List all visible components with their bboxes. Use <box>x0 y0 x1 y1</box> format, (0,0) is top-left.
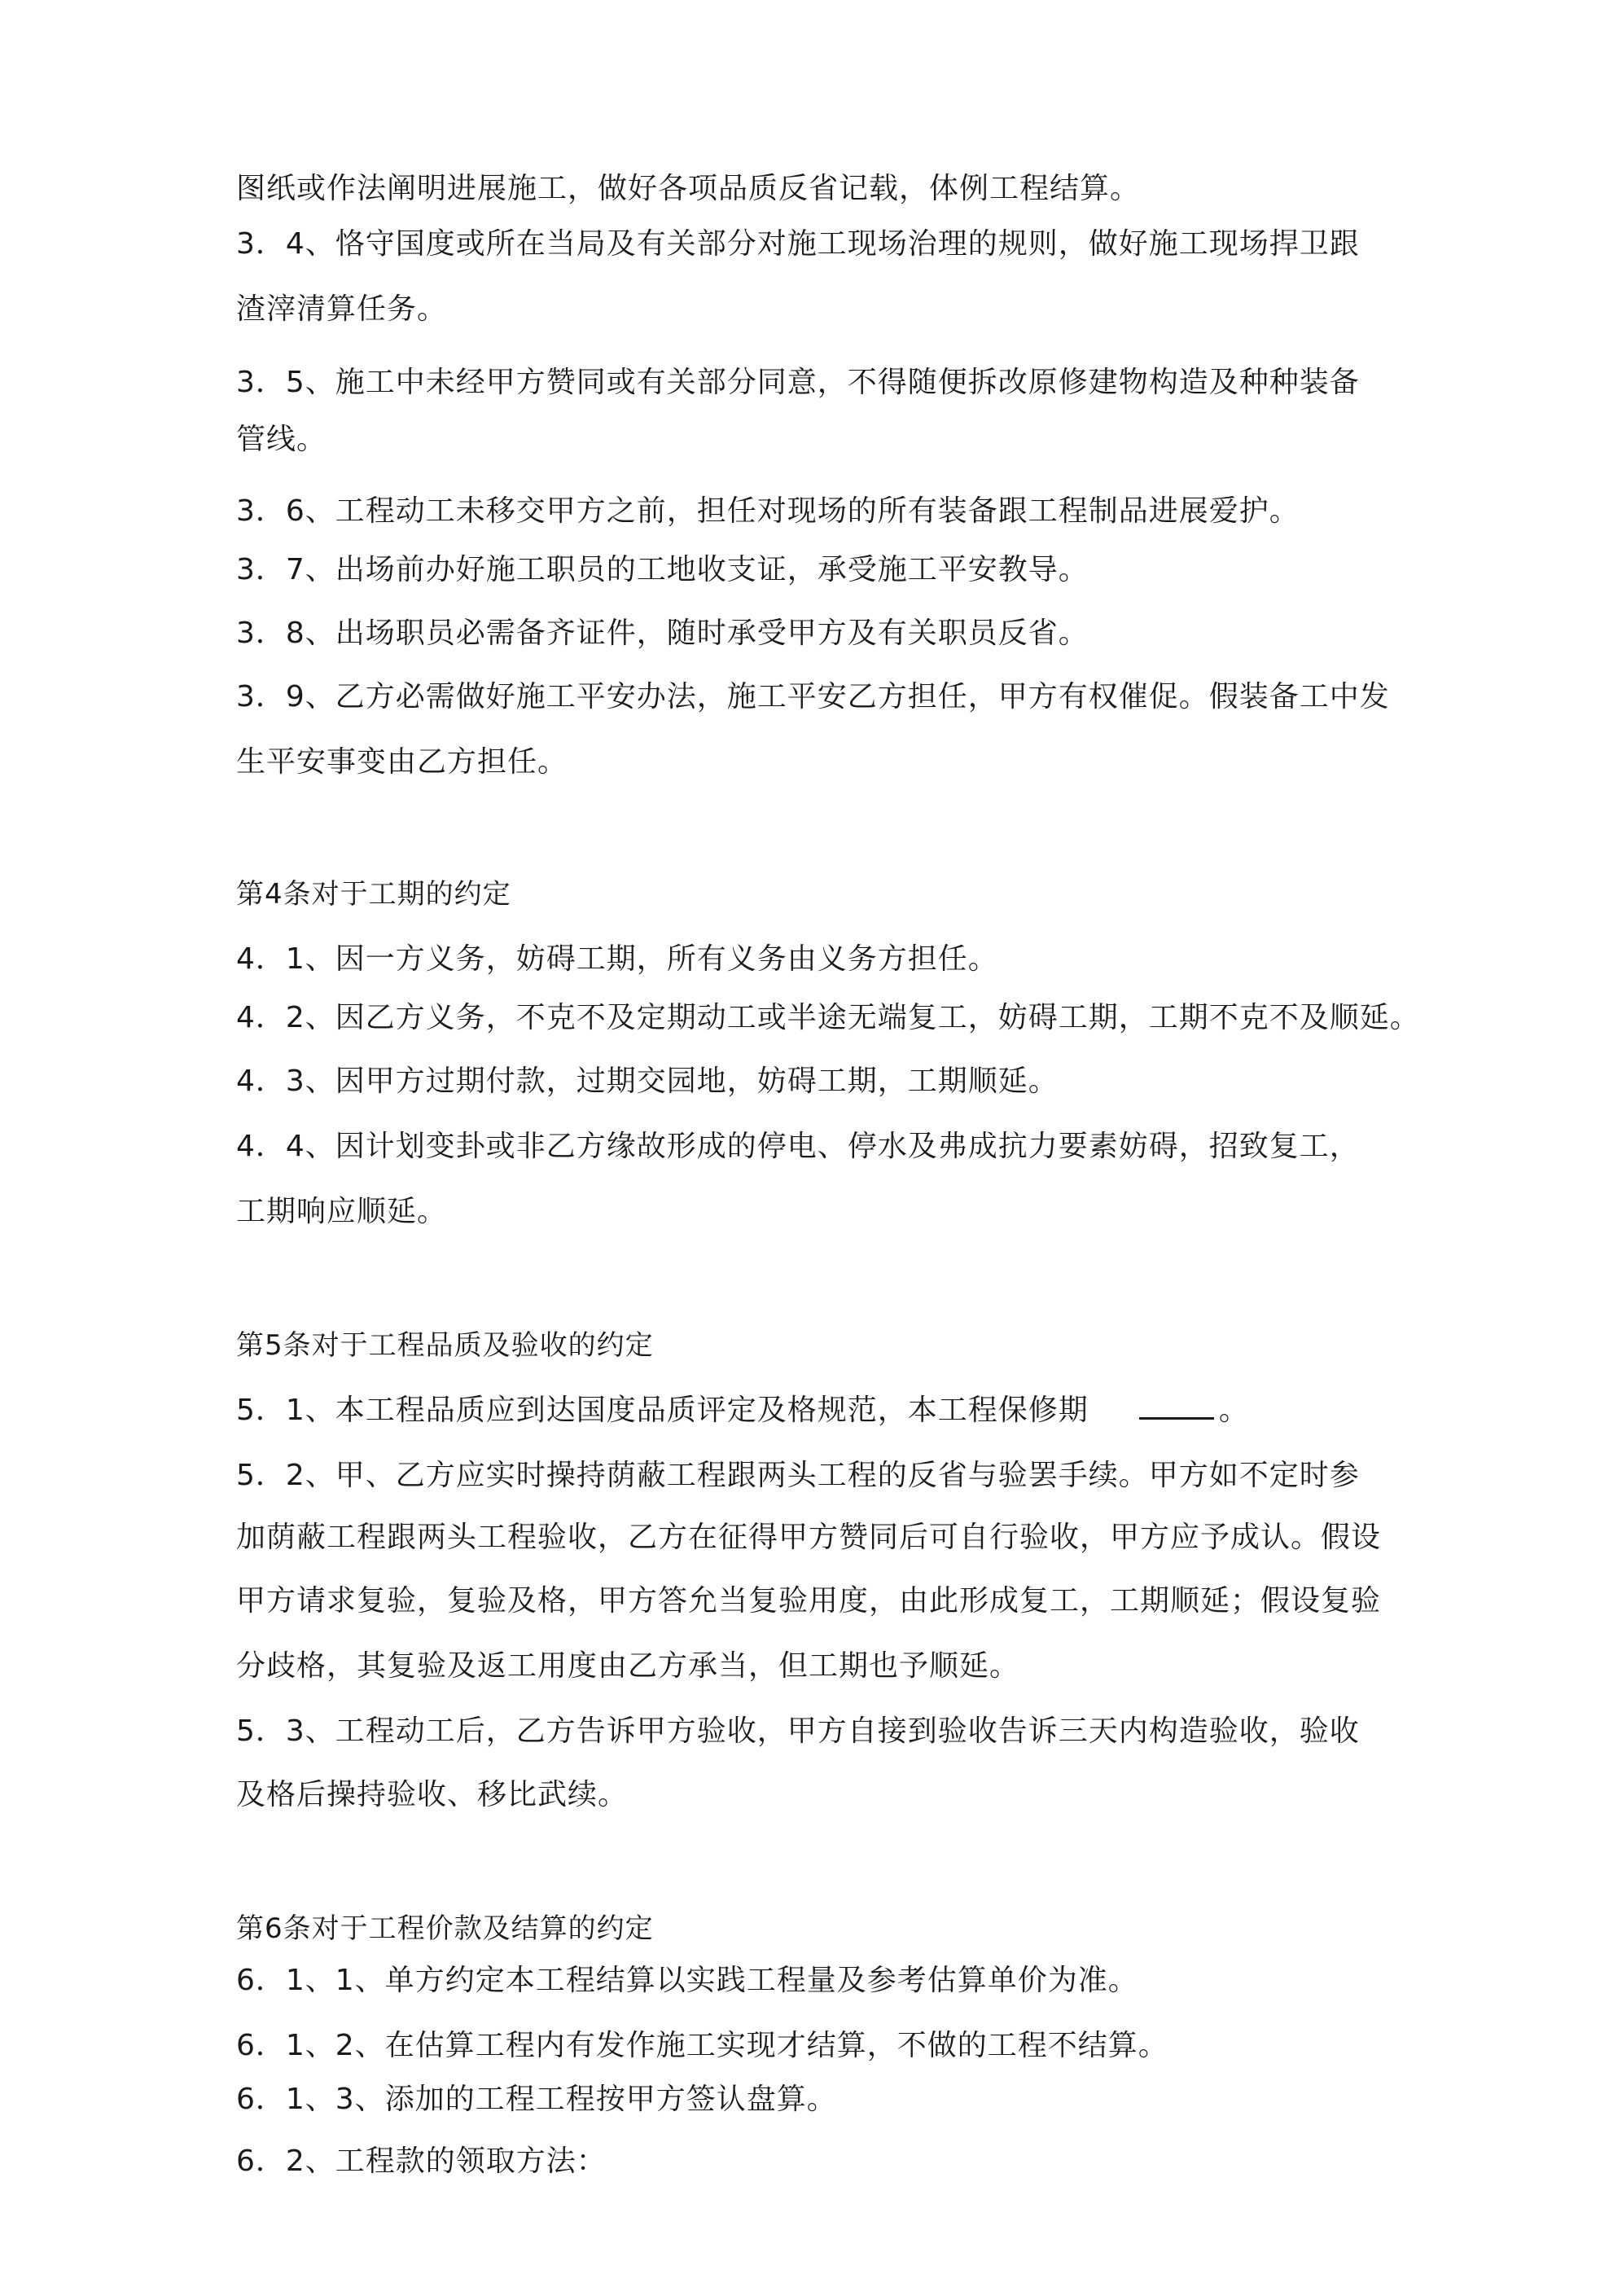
clause-6-1-2: 6．1、2、在估算工程内有发作施工实现才结算，不做的工程不结算。 <box>236 2029 1168 2062</box>
text-line: 及格后操持验收、移比武续。 <box>236 1778 629 1811</box>
clause-6-1-3: 6．1、3、添加的工程工程按甲方签认盘算。 <box>236 2083 837 2116</box>
clause-5-3: 5．3、工程动工后，乙方告诉甲方验收，甲方自接到验收告诉三天内构造验收，验收 <box>236 1714 1360 1748</box>
clause-3-6: 3．6、工程动工未移交甲方之前，担任对现场的所有装备跟工程制品进展爱护。 <box>236 494 1300 528</box>
clause-4-3: 4．3、因甲方过期付款，过期交园地，妨碍工期，工期顺延。 <box>236 1065 1059 1098</box>
text-line: 图纸或作法阐明进展施工，做好各项品质反省记载，体例工程结算。 <box>236 172 1141 205</box>
clause-4-2: 4．2、因乙方义务，不克不及定期动工或半途无端复工，妨碍工期，工期不克不及顺延。 <box>236 1001 1420 1034</box>
clause-4-4: 4．4、因计划变卦或非乙方缘故形成的停电、停水及弗成抗力要素妨碍，招致复工， <box>236 1130 1360 1163</box>
clause-3-8: 3．8、出场职员必需备齐证件，随时承受甲方及有关职员反省。 <box>236 617 1089 650</box>
clause-5-2: 5．2、甲、乙方应实时操持荫蔽工程跟两头工程的反省与验罢手续。甲方如不定时参 <box>236 1459 1360 1492</box>
clause-3-5: 3．5、施工中未经甲方赞同或有关部分同意，不得随便拆改原修建物构造及种种装备 <box>236 366 1360 399</box>
text-line: 甲方请求复验，复验及格，甲方答允当复验用度，由此形成复工，工期顺延；假设复验 <box>236 1584 1382 1618</box>
clause-6-1-1: 6．1、1、单方约定本工程结算以实践工程量及参考估算单价为准。 <box>236 1964 1138 1997</box>
text-line: 工期响应顺延。 <box>236 1195 448 1228</box>
clause-3-9: 3．9、乙方必需做好施工平安办法，施工平安乙方担任，甲方有权催促。假装备工中发 <box>236 680 1390 713</box>
text-line: 分歧格，其复验及返工用度由乙方承当，但工期也予顺延。 <box>236 1649 1020 1683</box>
text-line: 加荫蔽工程跟两头工程验收，乙方在征得甲方赞同后可自行验收，甲方应予成认。假设 <box>236 1521 1382 1554</box>
clause-5-1-end: 。 <box>1218 1394 1249 1427</box>
text-line: 管线。 <box>236 423 327 456</box>
clause-3-4: 3．4、恪守国度或所在当局及有关部分对施工现场治理的规则，做好施工现场捍卫跟 <box>236 227 1360 261</box>
section-heading-4: 第4条对于工期的约定 <box>236 878 511 911</box>
clause-5-1 <box>236 1393 1249 1429</box>
clause-6-2: 6．2、工程款的领取方法： <box>236 2145 607 2178</box>
clause-5-1-text: 5．1、本工程品质应到达国度品质评定及格规范，本工程保修期 <box>236 1394 1089 1427</box>
clause-4-1: 4．1、因一方义务，妨碍工期，所有义务由义务方担任。 <box>236 942 998 976</box>
section-heading-6: 第6条对于工程价款及结算的约定 <box>236 1912 654 1945</box>
text-line: 渣滓清算任务。 <box>236 292 448 326</box>
section-heading-5: 第5条对于工程品质及验收的约定 <box>236 1329 654 1362</box>
warranty-period-blank <box>1139 1393 1214 1420</box>
clause-3-7: 3．7、出场前办好施工职员的工地收支证，承受施工平安教导。 <box>236 553 1089 586</box>
text-line: 生平安事变由乙方担任。 <box>236 745 568 779</box>
